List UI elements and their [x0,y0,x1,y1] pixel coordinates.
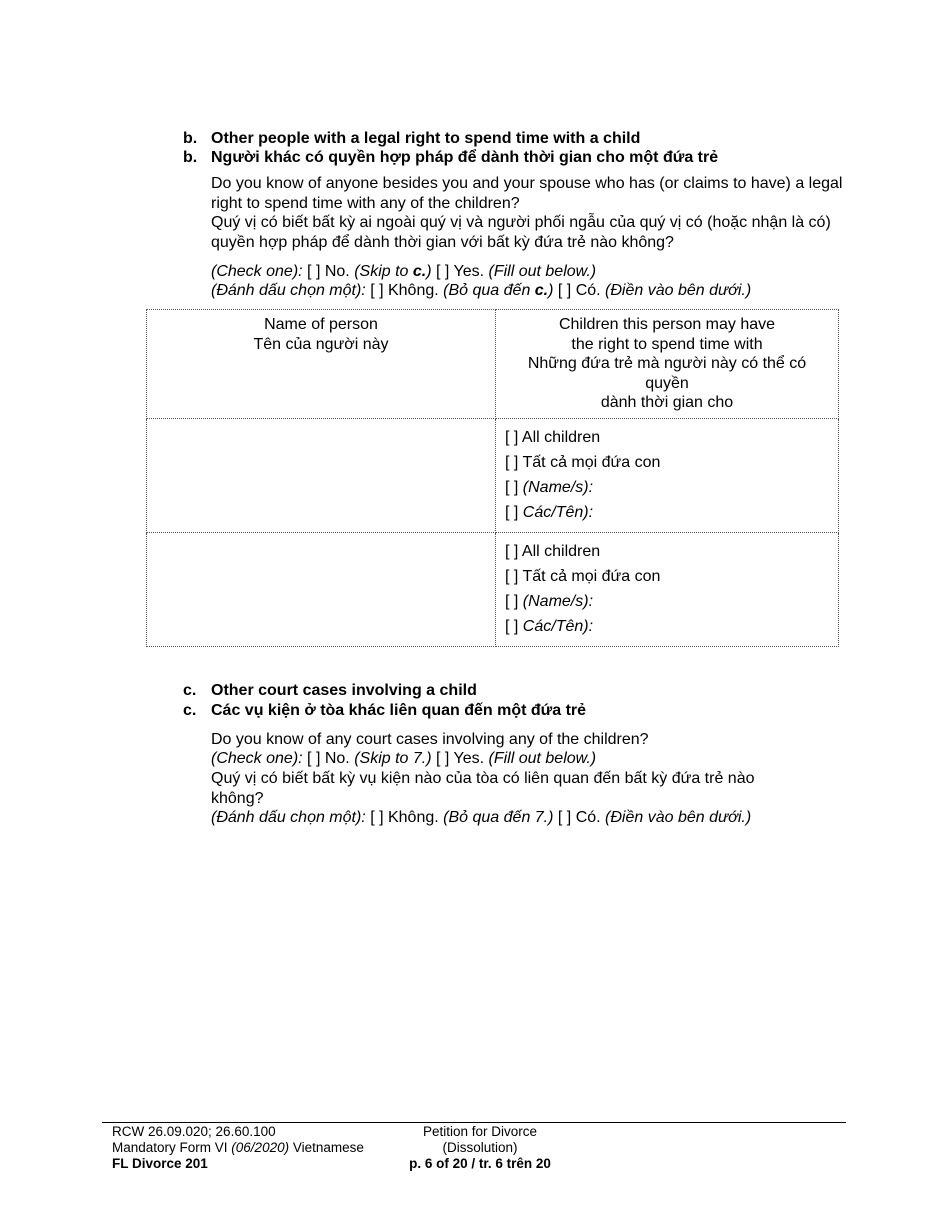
yes-checkbox-vi[interactable]: [ ] Có. [557,809,601,826]
section-c-question-en: Do you know of any court cases involving any of the children? [211,731,649,748]
children-options-cell [496,418,839,532]
section-c-question-vi: Quý vị có biết bất kỳ vụ kiện nào của tòa có liên quan đến bất kỳ đứa trẻ nào không? [211,770,755,807]
no-checkbox[interactable]: [ ] No. [307,263,350,280]
footer-left [112,1124,364,1172]
skip-instruction-vi: (Bỏ qua đến c.) [443,282,554,299]
section-c-title-en-text: Other court cases involving a child [211,682,477,699]
fill-instruction: (Fill out below.) [488,750,597,767]
footer-divider [102,1122,846,1123]
check-prompt: (Check one): [211,750,303,767]
check-prompt-vi: (Đánh dấu chọn một): [211,282,366,299]
section-c-check-en [211,749,851,769]
footer-page-number: p. 6 of 20 / tr. 6 trên 20 [409,1156,551,1171]
section-b-title-en-text: Other people with a legal right to spend time with a child [211,130,641,147]
check-prompt-vi: (Đánh dấu chọn một): [211,809,366,826]
footer-doc-sub: (Dissolution) [442,1140,518,1155]
footer-center [380,1124,580,1172]
children-column-header: Children this person may have the right to spend time with Những đứa trẻ mà người này có thể có quyền dành thời gian cho [496,310,839,419]
skip-instruction: (Skip to c.) [354,263,432,280]
no-checkbox[interactable]: [ ] No. [307,750,350,767]
name-column-header: Name of person Tên của người này [147,310,496,419]
section-c-check-vi [211,808,851,828]
section-c-title-vi [183,701,586,721]
section-b-title-vi [183,148,718,168]
option-names[interactable]: [ ] (Name/s): [505,592,594,610]
fill-instruction-vi: (Điền vào bên dưới.) [605,809,752,826]
section-c-letter: c. [183,682,197,699]
persons-table [146,309,839,647]
skip-instruction-vi: (Bỏ qua đến 7.) [443,809,554,826]
section-b-letter: b. [183,130,198,147]
section-c-letter-vi: c. [183,702,197,719]
check-prompt: (Check one): [211,263,303,280]
section-c-title-vi-text: Các vụ kiện ở tòa khác liên quan đến một đứa trẻ [211,702,587,719]
footer-rcw: RCW 26.09.020; 26.60.100 [112,1124,276,1139]
option-names-vi[interactable]: [ ] Các/Tên): [505,503,594,521]
fill-instruction: (Fill out below.) [488,263,597,280]
no-checkbox-vi[interactable]: [ ] Không. [370,809,439,826]
children-options-cell [496,532,839,646]
option-names-vi[interactable]: [ ] Các/Tên): [505,617,594,635]
section-b-question-vi: Quý vị có biết bất kỳ ai ngoài quý vị và người phối ngẫu của quý vị có (hoặc nhận là có) quyền hợp pháp để dành thời gian với bất kỳ đứa trẻ nào không? [211,214,831,251]
no-checkbox-vi[interactable]: [ ] Không. [370,282,439,299]
footer-form: Mandatory Form VI (06/2020) Vietnamese [112,1140,364,1155]
section-b-check-en [211,262,851,282]
section-b-title-en [183,129,640,149]
option-names[interactable]: [ ] (Name/s): [505,478,594,496]
option-all-children-vi[interactable]: [ ] Tất cả mọi đứa con [505,567,661,585]
footer-form-id: FL Divorce 201 [112,1156,208,1171]
table-row [147,418,839,532]
section-b-question-en: Do you know of anyone besides you and your spouse who has (or claims to have) a legal right to spend time with any of the children? [211,175,843,212]
section-c-title-en [183,681,477,701]
yes-checkbox[interactable]: [ ] Yes. [436,263,485,280]
person-name-cell[interactable] [147,532,496,646]
person-name-cell[interactable] [147,418,496,532]
section-b-check-vi [211,281,851,301]
yes-checkbox-vi[interactable]: [ ] Có. [557,282,601,299]
table-header-row [147,310,839,419]
footer-doc-title: Petition for Divorce [422,1124,538,1139]
option-all-children[interactable]: [ ] All children [505,428,601,446]
section-b-title-vi-text: Người khác có quyền hợp pháp để dành thời gian cho một đứa trẻ [211,149,719,166]
skip-instruction: (Skip to 7.) [354,750,432,767]
fill-instruction-vi: (Điền vào bên dưới.) [605,282,752,299]
yes-checkbox[interactable]: [ ] Yes. [436,750,485,767]
section-b-letter-vi: b. [183,149,198,166]
table-row [147,532,839,646]
option-all-children[interactable]: [ ] All children [505,542,601,560]
option-all-children-vi[interactable]: [ ] Tất cả mọi đứa con [505,453,661,471]
